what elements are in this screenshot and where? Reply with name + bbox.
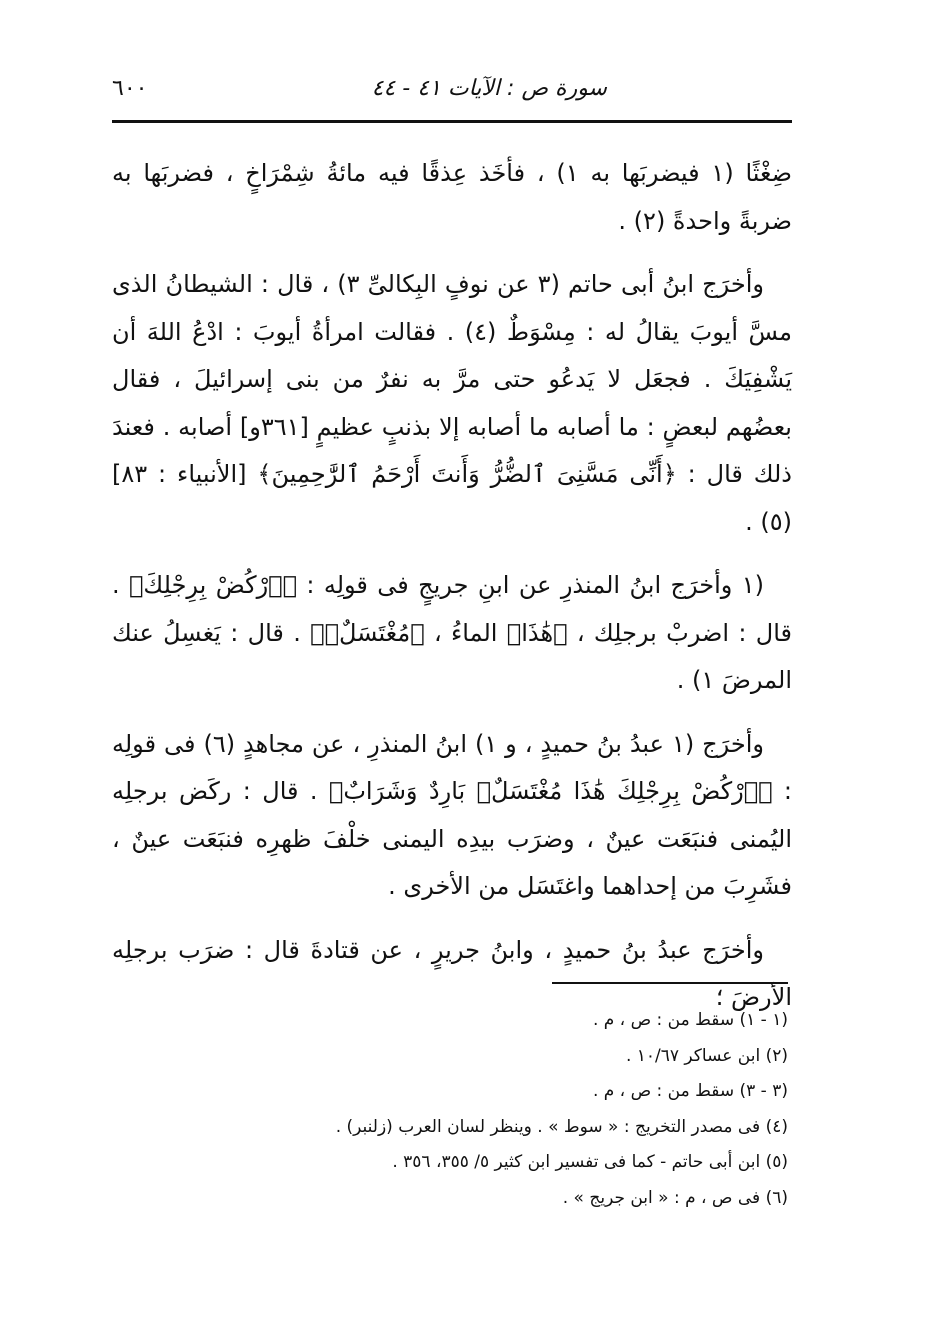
footnote-2: (٢) ابن عساكر ١٠/٦٧ . (625, 1045, 788, 1066)
footnote-5: (٥) ابن أبى حاتم - كما فى تفسير ابن كثير ٥/ ٣٥٥، ٣٥٦ . (392, 1152, 788, 1172)
main-text (112, 150, 792, 1038)
page-number: ٦٠٠ (112, 76, 148, 101)
paragraph-4: وأخرَج (١ عبدُ بنُ حميدٍ ، و ١) ابنُ المنذرِ ، عن مجاهدٍ (٦) فى قولِه : ﴿ٱرْكُضْ بِرِجْلِكَ هَٰذَا مُغْتَسَلٌۢ بَارِدٌ وَشَرَابٌ﴾ . قال : ركَض برجلِه اليُمنى فنبَعَت عينٌ ، وضرَب بيدِه اليمنى خلْفَ ظهرِه فنبَعَت عينٌ ، فشَرِبَ من إحداهما واغتَسَل من الأخرى . (112, 729, 792, 900)
footnote-1: (١ - ١) سقط من : ص ، م . (592, 1010, 788, 1030)
footnote-separator (552, 982, 788, 984)
page-header (112, 66, 792, 126)
header-rule (112, 120, 792, 123)
footnote-3: (٣ - ٣) سقط من : ص ، م . (592, 1081, 788, 1101)
running-title: سورة ص : الآيات ٤١ - ٤٤ (371, 76, 607, 101)
footnote-4: (٤) فى مصدر التخريج : « سوط » . وينظر لسان العرب (زلنبر) . (335, 1116, 788, 1137)
paragraph-1: ضِغْثًا (١ فيضربَها به ١) ، فأخَذ عِذقًا فيه مائةُ شِمْرَاخٍ ، فضربَها به ضربةً واحدةً (٢) . (112, 159, 792, 235)
paragraph-2: وأخرَج ابنُ أبى حاتم (٣ عن نوفٍ البِكالىِّ ٣) ، قال : الشيطانُ الذى مسَّ أيوبَ يقالُ له : مِسْوَطٌ (٤) . فقالت امرأةُ أيوبَ : ادْعُ اللهَ أن يَشْفِيَكَ . فجعَل لا يَدعُو حتى مرَّ به نفرٌ من بنى إسرائيلَ ، فقال بعضُهم لبعضٍ : ما أصابه ما أصابه إلا بذنبٍ عظيمٍ [٣٦١و] أصابه . فعندَ ذلك قال : ﴿أَنِّى مَسَّنِىَ ٱلضُّرُّ وَأَنتَ أَرْحَمُ ٱلرَّٰحِمِينَ﴾ [الأنبياء : ٨٣] (٥) . (112, 270, 792, 536)
footnotes (112, 1003, 788, 1216)
paragraph-3: (١ وأخرَج ابنُ المنذرِ عن ابنِ جريجٍ فى قولِه : ﴿ٱرْكُضْ بِرِجْلِكَ﴾ . قال : اضربْ برجلِك ، ﴿هَٰذَا﴾ الماءُ ، ﴿مُغْتَسَلٌۢ﴾ . قال : يَغسِلُ عنك المرضَ ١) . (112, 571, 792, 694)
footnote-6: (٦) فى ص ، م : « ابن جريج » . (562, 1187, 788, 1208)
paragraph-5: وأخرَج عبدُ بنُ حميدٍ ، وابنُ جريرٍ ، عن قتادةَ قال : ضرَب برجلِه الأرضَ ؛ (112, 935, 792, 1011)
